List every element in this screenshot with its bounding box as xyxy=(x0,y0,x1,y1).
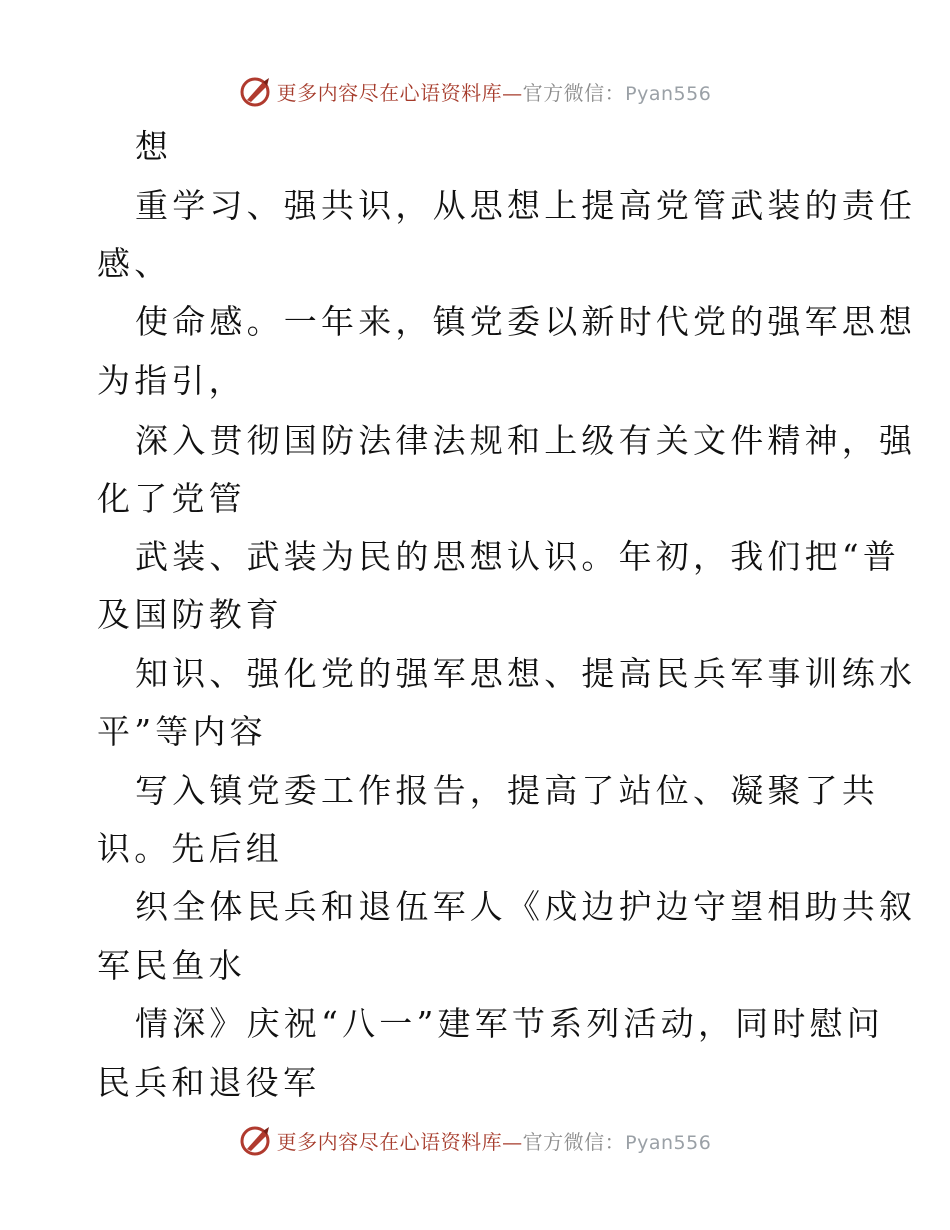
footer-banner-text: 更多内容尽在心语资料库—官方微信：Pyan556 xyxy=(276,1129,712,1154)
text-line: 使命感。一年来，镇党委以新时代党的强军思想 xyxy=(135,302,917,341)
text-line: 感、 xyxy=(97,244,172,283)
text-line: 想 xyxy=(135,127,173,166)
text-line: 写入镇党委工作报告，提高了站位、凝聚了共 xyxy=(135,771,879,810)
text-line: 武装、武装为民的思想认识。年初，我们把“普 xyxy=(135,537,901,576)
text-line: 为指引， xyxy=(97,361,246,400)
text-line: 军民鱼水 xyxy=(97,946,246,985)
header-banner xyxy=(0,71,950,111)
text-line: 深入贯彻国防法律法规和上级有关文件精神，强 xyxy=(135,421,917,460)
text-line: 织全体民兵和退伍军人《戍边护边守望相助共叙 xyxy=(135,887,917,926)
pen-logo-icon xyxy=(239,1123,273,1157)
text-line: 化了党管 xyxy=(97,479,246,518)
pen-logo-icon xyxy=(239,74,273,108)
text-line: 重学习、强共识，从思想上提高党管武装的责任 xyxy=(135,186,917,225)
text-line: 知识、强化党的强军思想、提高民兵军事训练水 xyxy=(135,654,917,693)
text-line: 情深》庆祝“八一”建军节系列活动，同时慰问 xyxy=(135,1004,884,1043)
text-line: 平”等内容 xyxy=(97,712,267,751)
text-line: 民兵和退役军 xyxy=(97,1063,321,1102)
text-line: 及国防教育 xyxy=(97,595,283,634)
footer-banner xyxy=(0,1120,950,1160)
text-line: 识。先后组 xyxy=(97,829,283,868)
header-banner-text: 更多内容尽在心语资料库—官方微信：Pyan556 xyxy=(276,80,712,105)
